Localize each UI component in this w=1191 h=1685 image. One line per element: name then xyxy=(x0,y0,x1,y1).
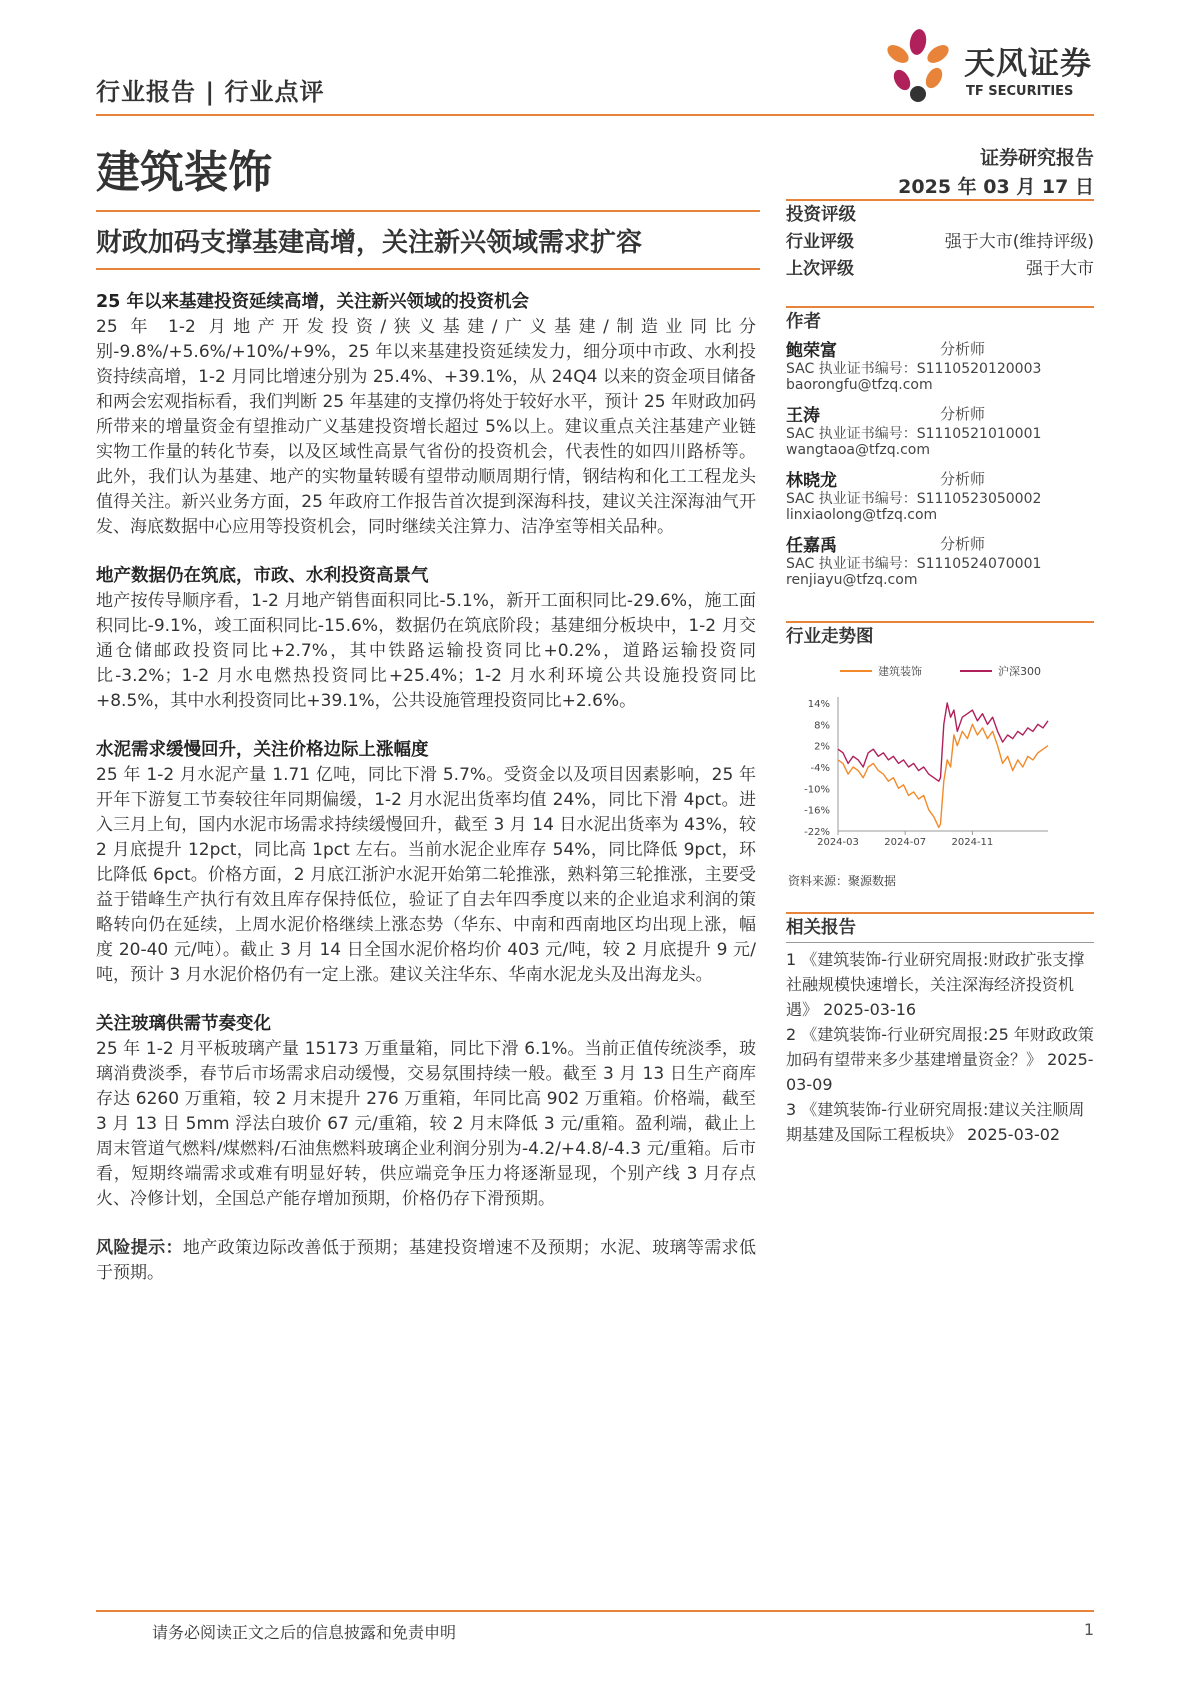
related-report-link[interactable]: 1 《建筑装饰-行业研究周报:财政扩张支撑社融规模快速增长，关注深海经济投资机遇》 2025-03-16 xyxy=(786,950,1085,1019)
chart-source: 资料来源：聚源数据 xyxy=(788,874,897,888)
authors-heading: 作者 xyxy=(786,312,821,332)
author-role: 分析师 xyxy=(940,470,986,488)
section xyxy=(96,290,756,540)
y-tick-label: -4% xyxy=(810,763,830,774)
rating-value: 强于大市(维持评级) xyxy=(944,232,1094,252)
logo-text-en: TF SECURITIES xyxy=(966,84,1074,99)
section xyxy=(96,564,756,714)
rating-key: 上次评级 xyxy=(786,259,854,279)
trend-panel xyxy=(786,621,1094,865)
rating-panel xyxy=(786,199,1094,283)
title-divider-bottom xyxy=(96,268,760,270)
x-tick-label: 2024-11 xyxy=(951,837,994,848)
author-email[interactable]: wangtaoa@tfzq.com xyxy=(786,442,931,458)
author-sac: SAC 执业证书编号：S1110523050002 xyxy=(786,491,1042,507)
author-card xyxy=(786,531,1094,596)
section-heading: 25 年以来基建投资延续高增，关注新兴领域的投资机会 xyxy=(96,292,529,312)
section-body: 25 年 1-2 月平板玻璃产量 15173 万重量箱，同比下滑 6.1%。当前正值传统淡季，玻璃消费淡季，春节后市场需求启动缓慢，交易氛围持续一般。截至 3 月 13 日生产商库存达 6260 万重箱，较 2 月末提升 276 万重箱，年同比高 902 万重箱。价格端，截至 3 月 13 日 5mm 浮法白玻价 67 元/重箱，较 2 月末降低 3 元/重箱。盈利端，截止上周末管道气燃料/煤燃料/石油焦燃料玻璃企业利润分别为-4.2/+4.8/-4.3 元/重箱。后市看，短期终端需求或难有明显好转，供应端竞争压力将逐渐显现，个别产线 3 月存点火、冷修计划，全国总产能存增加预期，价格仍存下滑预期。 xyxy=(96,1039,756,1209)
sector-name: 建筑装饰 xyxy=(96,147,272,198)
related-heading: 相关报告 xyxy=(786,918,856,938)
related-panel xyxy=(786,912,1094,1147)
related-report-link[interactable]: 3 《建筑装饰-行业研究周报:建议关注顺周期基建及国际工程板块》 2025-03-02 xyxy=(786,1100,1085,1144)
section-heading: 水泥需求缓慢回升，关注价格边际上涨幅度 xyxy=(96,740,429,760)
author-card xyxy=(786,336,1094,401)
author-card xyxy=(786,401,1094,466)
legend-label: 沪深300 xyxy=(998,665,1041,678)
header-divider xyxy=(96,114,1094,116)
trend-chart xyxy=(786,651,1094,861)
trend-heading: 行业走势图 xyxy=(786,627,874,647)
author-email[interactable]: renjiayu@tfzq.com xyxy=(786,572,918,588)
section xyxy=(96,738,756,988)
author-name: 任嘉禹 xyxy=(786,536,837,556)
y-tick-label: 8% xyxy=(814,720,830,732)
rating-value: 强于大市 xyxy=(1026,259,1094,279)
legend-label: 建筑装饰 xyxy=(878,665,922,678)
section xyxy=(96,1012,756,1212)
y-tick-label: -10% xyxy=(804,784,830,796)
report-category: 行业报告 | 行业点评 xyxy=(96,78,325,106)
risk-text: 地产政策边际改善低于预期；基建投资增速不及预期；水泥、玻璃等需求低于预期。 xyxy=(96,1238,757,1283)
author-role: 分析师 xyxy=(940,535,986,553)
risk-warning xyxy=(96,1236,756,1286)
y-tick-label: 14% xyxy=(807,699,830,710)
report-type: 证券研究报告 xyxy=(979,147,1094,169)
y-tick-label: 2% xyxy=(814,741,830,753)
related-report-link[interactable]: 2 《建筑装饰-行业研究周报:25 年财政政策加码有望带来多少基建增量资金？》 2025-03-09 xyxy=(786,1025,1094,1094)
rating-row xyxy=(786,229,1094,256)
risk-label: 风险提示： xyxy=(96,1238,183,1258)
author-role: 分析师 xyxy=(940,340,986,358)
rating-heading: 投资评级 xyxy=(786,205,856,225)
y-tick-label: -16% xyxy=(804,805,830,817)
tf-securities-logo xyxy=(878,28,1098,108)
author-sac: SAC 执业证书编号：S1110524070001 xyxy=(786,556,1042,572)
section-heading: 地产数据仍在筑底，市政、水利投资高景气 xyxy=(96,566,429,586)
footer-divider xyxy=(96,1610,1094,1612)
section-body: 25 年 1-2 月地产开发投资/狭义基建/广义基建/制造业同比分别-9.8%/+5.6%/+10%/+9%，25 年以来基建投资延续发力，细分项中市政、水利投资持续高增，1-2 月同比增速分别为 25.4%、+39.1%，从 24Q4 以来的资金项目储备和两会宏观指标看，我们判断 25 年基建的支撑仍将处于较好水平，预计 25 年财政加码所带来的增量资金有望推动广义基建投资增长超过 5%以上。建议重点关注基建产业链实物工作量的转化节奏，以及区域性高景气省份的投资机会，代表性的如四川路桥等。此外，我们认为基建、地产的实物量转暖有望带动顺周期行情，钢结构和化工工程龙头值得关注。新兴业务方面，25 年政府工作报告首次提到深海科技，建议关注深海油气开发、海底数据中心应用等投资机会，同时继续关注算力、洁净室等相关品种。 xyxy=(96,317,756,537)
author-sac: SAC 执业证书编号：S1110521010001 xyxy=(786,426,1042,442)
author-email[interactable]: baorongfu@tfzq.com xyxy=(786,377,933,393)
report-title: 财政加码支撑基建高增，关注新兴领域需求扩容 xyxy=(96,228,643,258)
section-body: 地产按传导顺序看，1-2 月地产销售面积同比-5.1%，新开工面积同比-29.6%，施工面积同比-9.1%，竣工面积同比-15.6%，数据仍在筑底阶段；基建细分板块中，1-2 月交通仓储邮政投资同比+2.7%，其中铁路运输投资同比+0.2%，道路运输投资同比-3.2%；1-2 月水电燃热投资同比+25.4%；1-2 月水利环境公共设施投资同比+8.5%，其中水利投资同比+39.1%，公共设施管理投资同比+2.6%。 xyxy=(96,591,756,711)
main-content xyxy=(96,290,756,1286)
y-tick-label: -22% xyxy=(804,827,830,838)
related-list xyxy=(786,947,1094,1147)
author-name: 林晓龙 xyxy=(786,471,837,491)
author-sac: SAC 执业证书编号：S1110520120003 xyxy=(786,361,1042,377)
logo-text-cn: 天风证券 xyxy=(964,46,1092,82)
author-name: 王涛 xyxy=(786,406,820,426)
disclaimer-notice: 请务必阅读正文之后的信息披露和免责申明 xyxy=(152,1623,457,1642)
report-date: 2025 年 03 月 17 日 xyxy=(898,176,1094,198)
rating-key: 行业评级 xyxy=(786,232,854,252)
logo-mark-icon xyxy=(878,28,964,108)
author-card xyxy=(786,466,1094,531)
series-line-csi300 xyxy=(838,703,1048,781)
x-tick-label: 2024-03 xyxy=(817,837,859,848)
section-body: 25 年 1-2 月水泥产量 1.71 亿吨，同比下滑 5.7%。受资金以及项目因素影响，25 年开年下游复工节奏较往年同期偏缓，1-2 月水泥出货率均值 24%，同比下滑 4pct。进入三月上旬，国内水泥市场需求持续缓慢回升，截至 3 月 14 日水泥出货率为 43%，较 2 月底提升 12pct，同比高 1pct 左右。当前水泥企业库存 54%，同比降低 9pct，环比降低 6pct。价格方面，2 月底江浙沪水泥开始第二轮推涨，熟料第三轮推涨，主要受益于错峰生产执行有效且库存保持低位，验证了自去年四季度以来的企业追求利润的策略转向仍在延续，上周水泥价格继续上涨态势（华东、中南和西南地区均出现上涨，幅度 20-40 元/吨）。截止 3 月 14 日全国水泥价格均价 403 元/吨，较 2 月底提升 9 元/吨，预计 3 月水泥价格仍有一定上涨。建议关注华东、华南水泥龙头及出海龙头。 xyxy=(96,765,756,985)
author-role: 分析师 xyxy=(940,405,986,423)
page-number: 1 xyxy=(1083,1620,1094,1639)
section-heading: 关注玻璃供需节奏变化 xyxy=(96,1014,271,1034)
rating-row xyxy=(786,256,1094,283)
x-tick-label: 2024-07 xyxy=(884,837,927,848)
author-name: 鲍荣富 xyxy=(786,341,837,361)
title-divider-top xyxy=(96,210,760,212)
author-email[interactable]: linxiaolong@tfzq.com xyxy=(786,507,938,523)
authors-panel xyxy=(786,306,1094,596)
